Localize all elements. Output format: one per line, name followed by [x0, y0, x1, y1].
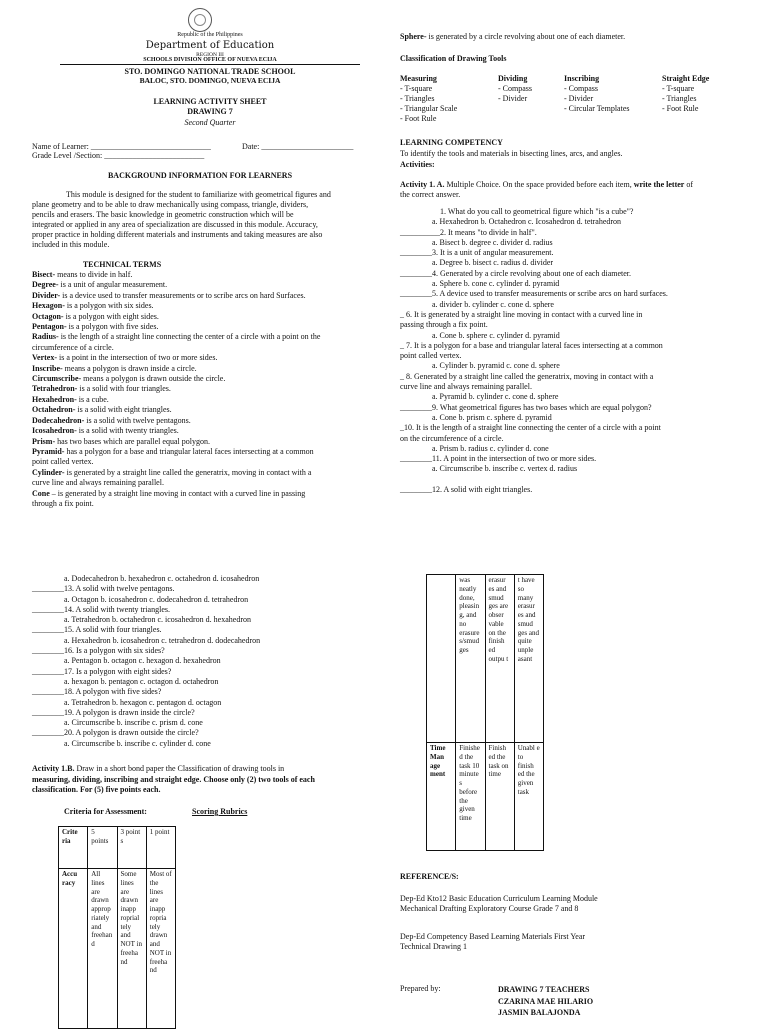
term-word: Pentagon-: [32, 322, 67, 332]
term-definition: is a cube.: [76, 394, 109, 404]
competency-text: To identify the tools and materials in bisecting lines, arcs, and angles.: [400, 149, 623, 158]
rubric-cell: 1 point: [146, 827, 175, 869]
term-line: [32, 437, 368, 447]
prepared-by-label: Prepared by:: [400, 984, 441, 993]
term-line: [32, 489, 368, 499]
tool-item: - T-square: [662, 84, 695, 93]
rubric-cell: Time Man age ment: [427, 743, 456, 851]
background-line: integrated or applied in any area of specialization are discussed in this module. Accuracy,: [32, 220, 318, 229]
prepared-by-names: [498, 984, 593, 1019]
term-definition: is a solid with eight triangles.: [75, 405, 172, 415]
quiz-question: ________13. A solid with twelve pentagons.: [32, 584, 175, 594]
quiz-choices: a. Tetrahedron b. hexagon c. pentagon d. octagon: [64, 697, 222, 707]
column-head: Straight Edge: [662, 74, 710, 83]
term-definition: means a polygon is drawn outside the circle.: [81, 374, 226, 384]
sphere-term: Sphere-: [400, 32, 427, 41]
rubric-cell: Most of the lines are inapp ropria tely drawn and NOT in freeha nd: [146, 869, 175, 1029]
straight-edge-column: [662, 74, 709, 114]
term-line: [32, 384, 368, 394]
rubric-accuracy-row: [59, 869, 176, 1029]
quiz-question: __________2. It means "to divide in half".: [400, 227, 537, 237]
school-address: BALOC, STO. DOMINGO, NUEVA ECIJA: [139, 76, 281, 85]
criteria-label: Criteria for Assessment:: [64, 807, 147, 816]
quiz-choices: a. Dodecahedron b. hexahedron c. octahedron d. icosahedron: [64, 574, 260, 583]
term-line: [32, 447, 368, 457]
preparer-name: JASMIN BALAJONDA: [498, 1008, 581, 1017]
tool-item: - Circular Templates: [564, 104, 630, 113]
quiz-question: _ 8. Generated by a straight line called the generatrix, moving in contact with a: [400, 371, 654, 381]
activity1a-text: Multiple Choice. On the space provided before each item,: [444, 180, 634, 189]
rubric-neatness-row: [427, 575, 544, 743]
term-line: [32, 499, 368, 509]
tool-item: - Triangles: [662, 94, 697, 103]
classification-heading: Classification of Drawing Tools: [400, 54, 507, 63]
tool-item: - Triangles: [400, 94, 435, 103]
term-line: [32, 343, 368, 353]
term-word: Cylinder-: [32, 467, 65, 477]
header-divider: [60, 64, 360, 65]
term-definition: point called vertex.: [32, 457, 94, 467]
term-word: Tetrahedron-: [32, 384, 78, 394]
term-word: Divider-: [32, 290, 61, 300]
quiz-question: point called vertex.: [400, 351, 462, 361]
quiz-question: 1. What do you call to geometrical figure which "is a cube"?: [440, 207, 634, 216]
quiz-choices: a. Degree b. bisect c. radius d. divider: [432, 258, 554, 268]
reference-1a: Dep-Ed Kto12 Basic Education Curriculum Learning Module: [400, 894, 598, 903]
quiz-question: passing through a fix point.: [400, 320, 488, 330]
term-word: Radius-: [32, 332, 59, 342]
preparer-name: DRAWING 7 TEACHERS: [498, 985, 590, 994]
quiz-question: ________9. What geometrical figures has two bases which are equal polygon?: [400, 402, 652, 412]
preparer-name: CZARINA MAE HILARIO: [498, 996, 594, 1006]
school-name: STO. DOMINGO NATIONAL TRADE SCHOOL: [124, 67, 296, 76]
background-line: plane geometry and to be able to draw mechanically using compass, triangle, dividers,: [32, 200, 309, 209]
term-definition: is generated by a straight line called the generatrix, moving in contact with a: [64, 467, 312, 477]
term-definition: is a unit of angular measurement.: [58, 280, 168, 290]
region-line: REGION III: [196, 52, 224, 58]
term-line: [32, 332, 368, 342]
quiz-choices: a. Cone b. prism c. sphere d. pyramid: [432, 412, 552, 422]
term-definition: has a polygon for a base and triangular lateral faces intersecting at a common: [64, 446, 314, 456]
term-word: Dodecahedron-: [32, 415, 85, 425]
quiz-choices: a. Circumscribe b. inscribe c. vertex d. radius: [432, 464, 578, 474]
quiz-question: [400, 475, 740, 485]
term-definition: is a polygon with eight sides.: [63, 311, 159, 321]
term-definition: is a solid with twenty triangles.: [76, 426, 179, 436]
term-line: [32, 322, 368, 332]
quiz-choices: a. Cylinder b. pyramid c. cone d. sphere: [432, 361, 560, 371]
term-definition: is a solid with four triangles.: [77, 384, 171, 394]
term-definition: curve line and always remaining parallel.: [32, 478, 164, 488]
term-line: [32, 405, 368, 415]
tool-item: - Triangular Scale: [400, 104, 458, 113]
activity1a-bold: write the letter: [633, 180, 685, 189]
term-definition: has two bases which are parallel equal polygon.: [55, 436, 210, 446]
activity1b-instructions: [32, 764, 368, 796]
reference-2a: Dep-Ed Competency Based Learning Materials First Year: [400, 932, 586, 941]
column-head: Inscribing: [564, 74, 600, 83]
quiz-question: ________3. It is a unit of angular measurement.: [400, 248, 554, 258]
technical-terms-heading: TECHNICAL TERMS: [82, 260, 162, 269]
quiz-question: ________5. A device used to transfer measurements or scribe arcs on hard surfaces.: [400, 289, 668, 299]
quiz-choices: a. Prism b. radius c. cylinder d. cone: [432, 443, 549, 453]
term-line: [32, 478, 368, 488]
quiz-choices: a. Sphere b. cone c. cylinder d. pyramid: [432, 279, 560, 289]
rubric-cell: was neatly done, pleasin g, and no erasure s/smud ges: [456, 575, 485, 743]
column-head: Dividing: [498, 74, 528, 83]
term-line: [32, 280, 368, 290]
term-word: Prism-: [32, 436, 56, 446]
column-head: Measuring: [400, 74, 437, 83]
quiz-right-list: [400, 207, 740, 495]
term-definition: is a polygon with six sides.: [64, 301, 154, 311]
term-word: Hexagon-: [32, 301, 65, 311]
term-line: [32, 457, 368, 467]
activity1b-label: Activity 1.B.: [32, 764, 75, 773]
rubric-cell: Finishe d the task 10 minute s before the given time: [456, 743, 485, 851]
quiz-choices: a. Tetrahedron b. octahedron c. icosahedron d. hexahedron: [64, 615, 251, 625]
quiz-choices: a. Octagon b. icosahedron c. dodecahedron d. tetrahedron: [64, 594, 249, 604]
division-line: SCHOOLS DIVISION OFFICE OF NUEVA ECIJA: [143, 57, 277, 63]
term-line: [32, 301, 368, 311]
rubric-cell: erasur es and smud ges are obser vable on the finish ed outpu t: [485, 575, 514, 743]
subject-title: DRAWING 7: [187, 107, 233, 116]
background-line: pencils and erasers. The basic knowledge in geometric construction which will be: [32, 210, 294, 219]
quiz-question: _ 6. It is generated by a straight line moving in contact with a curved line in: [400, 309, 643, 319]
term-definition: is a device used to transfer measurements or to scribe arcs on hard Surfaces.: [60, 290, 306, 300]
background-line: This module is designed for the student to familiarize with geometrical figures and: [66, 190, 331, 199]
tool-item: - T-square: [400, 84, 433, 93]
quiz-choices: a. Circumscribe b. inscribe c. cylinder d. cone: [64, 738, 211, 748]
term-definition: is a polygon with five sides.: [66, 322, 159, 332]
term-word: Bisect-: [32, 270, 56, 279]
term-word: Hexahedron-: [32, 394, 77, 404]
term-word: Inscribe-: [32, 363, 63, 373]
activity1b-line3: classification. For (5) five points each.: [32, 785, 161, 794]
tool-item: - Compass: [498, 84, 532, 93]
rubric-cell: All lines are drawn approp riately and freehan d: [88, 869, 117, 1029]
learner-name-field[interactable]: Name of Learner: ______________________________: [32, 142, 211, 151]
background-line: included in this module.: [32, 240, 110, 249]
quiz-question: ________16. Is a polygon with six sides?: [32, 646, 165, 656]
rubric-time-row: [427, 743, 544, 851]
term-definition: is a point in the intersection of two or more sides.: [57, 353, 218, 363]
term-definition: is a solid with twelve pentagons.: [84, 415, 191, 425]
tool-item: - Foot Rule: [662, 104, 699, 113]
activities-heading: Activities:: [400, 160, 435, 169]
quiz-choices: a. Hexahedron b. icosahedron c. tetrahedron d. dodecahedron: [64, 635, 261, 645]
rubric-cell: 5 points: [88, 827, 117, 869]
sphere-def: is generated by a circle revolving about one of each diameter.: [426, 32, 626, 41]
term-word: Circumscribe-: [32, 374, 82, 384]
rubric-cell: Finish ed the task on time: [485, 743, 514, 851]
quiz-left-list: [32, 574, 368, 749]
activity1a-text2: of: [684, 180, 694, 189]
term-line: [32, 353, 368, 363]
background-paragraph: [32, 190, 368, 250]
background-line: proper practice in holding different materials and instruments and taking measures are also: [32, 230, 323, 239]
rubric-table-right: [426, 574, 544, 851]
quiz-choices: a. divider b. cylinder c. cone d. sphere: [432, 299, 554, 309]
term-line: [32, 395, 368, 405]
term-line: [32, 374, 368, 384]
term-definition: is the length of a straight line connecting the center of a circle with a point on the: [58, 332, 321, 342]
rubric-cell: t have so many erasur es and smud ges and quite unple asant: [514, 575, 543, 743]
quiz-question: ________15. A solid with four triangles.: [32, 625, 162, 635]
rubrics-label: Scoring Rubrics: [192, 807, 248, 816]
activity1a-label: Activity 1. A.: [400, 180, 445, 189]
rubric-cell: Some lines are drawn inapp roprial tely and NOT in freeha nd: [117, 869, 146, 1029]
tool-item: - Compass: [564, 84, 598, 93]
quiz-question: ________11. A point in the intersection of two or more sides.: [400, 454, 597, 464]
activity1b-line2: measuring, dividing, inscribing and straight edge. Choose only (2) two tools of each: [32, 774, 315, 784]
deped-title: Department of Education: [145, 40, 275, 51]
activity1a-instructions: [400, 180, 693, 190]
term-word: Cone: [32, 488, 50, 498]
term-definition: means a polygon is drawn inside a circle.: [62, 363, 197, 373]
term-word: Icosahedron-: [32, 426, 77, 436]
term-line: [32, 416, 368, 426]
term-definition: circumference of a circle.: [32, 342, 114, 352]
reference-1b: Mechanical Drafting Exploratory Course Grade 7 and 8: [400, 904, 579, 913]
term-line: [32, 270, 368, 280]
quiz-question: _10. It is the length of a straight line connecting the center of a circle with a point: [400, 423, 661, 433]
quiz-question: _ 7. It is a polygon for a base and triangular lateral faces intersecting at a common: [400, 340, 663, 350]
tool-item: - Divider: [498, 94, 528, 103]
term-word: Vertex-: [32, 353, 58, 363]
rubric-cell: Unabl e to finish ed the given task: [514, 743, 543, 851]
quiz-question: ________12. A solid with eight triangles.: [400, 485, 533, 495]
activity1b-line1: Draw in a short bond paper the Classification of drawing tools in: [74, 764, 285, 773]
quiz-question: ________20. A polygon is drawn outside the circle?: [32, 728, 199, 738]
term-definition: means to divide in half.: [55, 270, 133, 279]
term-definition: – is generated by a straight line moving in contact with a curved line in passing: [49, 488, 306, 498]
deped-seal-icon: [188, 8, 212, 32]
term-line: [32, 426, 368, 436]
term-line: [32, 291, 368, 301]
dividing-column: [498, 74, 532, 104]
rubric-cell: [427, 575, 456, 743]
term-line: [32, 364, 368, 374]
quiz-question: ________17. Is a polygon with eight sides?: [32, 666, 172, 676]
rubric-table-left: [58, 826, 176, 1029]
term-word: Pyramid-: [32, 446, 65, 456]
quiz-choices: a. Pyramid b. cylinder c. cone d. sphere: [432, 392, 559, 402]
quiz-choices: a. Hexahedron b. Octahedron c. Icosahedron d. tetrahedron: [432, 217, 622, 227]
rubric-cell: 3 point s: [117, 827, 146, 869]
quiz-question: ________19. A polygon is drawn inside the circle?: [32, 707, 195, 717]
date-field[interactable]: Date: _______________________: [242, 142, 354, 151]
term-word: Octagon-: [32, 311, 64, 321]
quarter-label: Second Quarter: [184, 118, 236, 127]
sheet-title: LEARNING ACTIVITY SHEET: [153, 97, 267, 106]
measuring-column: [400, 74, 457, 124]
term-line: [32, 468, 368, 478]
quiz-choices: a. Circumscribe b. inscribe c. prism d. cone: [64, 718, 203, 728]
tool-item: - Foot Rule: [400, 114, 437, 123]
quiz-choices: a. hexagon b. pentagon c. octagon d. octahedron: [64, 676, 219, 686]
quiz-question: ________4. Generated by a circle revolving about one of each diameter.: [400, 268, 632, 278]
background-heading: BACKGROUND INFORMATION FOR LEARNERS: [107, 171, 293, 180]
tool-item: - Divider: [564, 94, 594, 103]
reference-2b: Technical Drawing 1: [400, 942, 467, 951]
rubric-cell: Accu racy: [59, 869, 88, 1029]
term-definition: through a fix point.: [32, 498, 94, 508]
references-heading: REFERENCE/S:: [400, 872, 459, 881]
competency-heading: LEARNING COMPETENCY: [400, 138, 503, 147]
quiz-choices: a. Bisect b. degree c. divider d. radius: [432, 237, 553, 247]
quiz-choices: a. Cone b. sphere c. cylinder d. pyramid: [432, 330, 560, 340]
rubric-header-row: [59, 827, 176, 869]
quiz-question: curve line and always remaining parallel.: [400, 382, 532, 392]
activity1a-instructions-line2: the correct answer.: [400, 190, 461, 199]
grade-section-field[interactable]: Grade Level /Section: _________________________: [32, 151, 205, 160]
republic-line: Republic of the Philippines: [177, 32, 243, 38]
term-word: Octahedron-: [32, 405, 76, 415]
term-word: Degree-: [32, 280, 59, 290]
term-line: [32, 312, 368, 322]
quiz-choices: a. Pentagon b. octagon c. hexagon d. hexahedron: [64, 656, 221, 666]
technical-terms-list: [32, 270, 368, 509]
sphere-definition: [400, 32, 625, 42]
inscribing-column: [564, 74, 630, 114]
quiz-question: ________14. A solid with twenty triangles.: [32, 604, 170, 614]
quiz-question: on the circumference of a circle.: [400, 433, 504, 443]
quiz-question: ________18. A polygon with five sides?: [32, 687, 162, 697]
rubric-cell: Crite ria: [59, 827, 88, 869]
